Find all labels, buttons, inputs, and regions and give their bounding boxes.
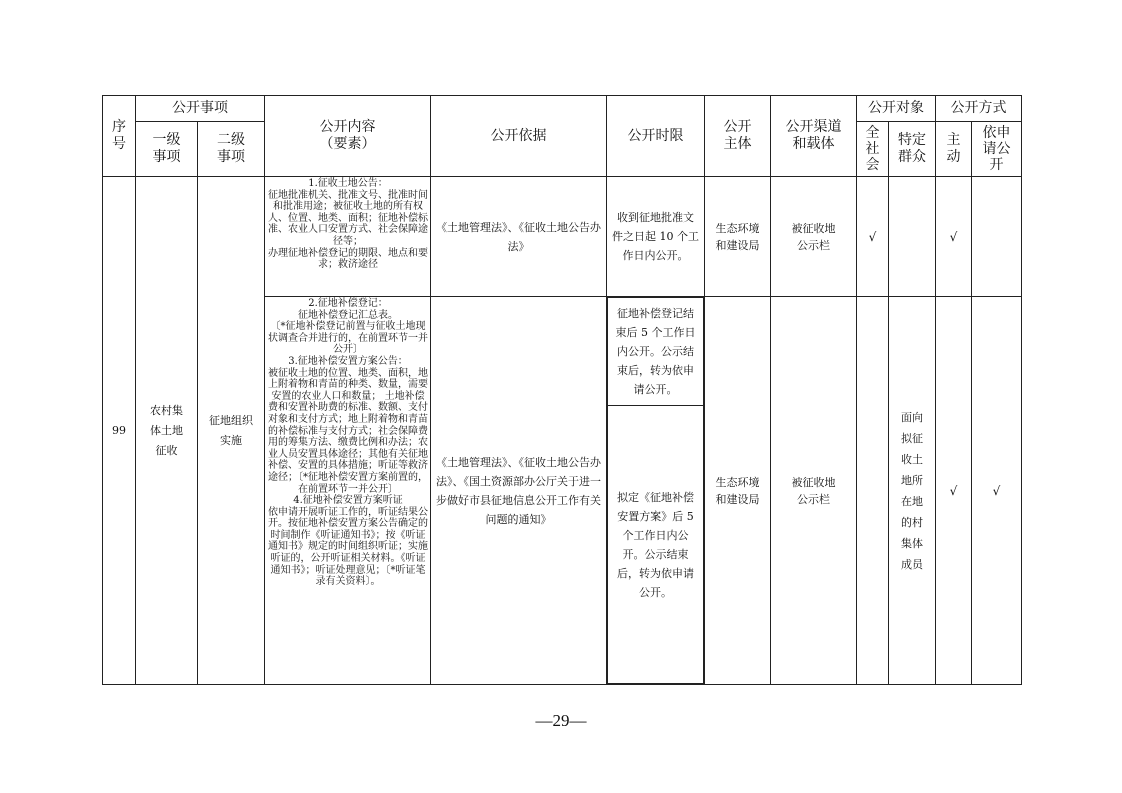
header-public-items: 公开事项 (136, 96, 265, 122)
header-time-limit: 公开时限 (607, 96, 705, 177)
on-request-check-sub2: √ (972, 297, 1022, 685)
header-subject: 公开 主体 (705, 96, 771, 177)
time-sub1: 收到征地批准文件之日起 10 个工作日内公开。 (607, 177, 705, 297)
row-level1: 农村集 体土地 征收 (136, 177, 198, 685)
disclosure-table (102, 95, 1022, 685)
channel-sub1: 被征收地 公示栏 (771, 177, 857, 297)
basis-sub2: 《土地管理法》、《征收土地公告办法》、《国土资源部办公厅关于进一步做好市县征地信息公开工作有关问题的通知》 (431, 297, 607, 685)
content-sub2: 2.征地补偿登记： 征地补偿登记汇总表。 〔*征地补偿登记前置与征收土地现状调查合并进行的，在前置环节一并公开〕 3.征地补偿安置方案公告： 被征收土地的位置、地类、面积，地上附着物和青苗的种类、数量，需要安置的农业人口和数量； 土地补偿费和安置补助费的标准、数额、支付对象和支付方式；地上附着物和青苗的补偿标准与支付方式；社会保障费用的筹集方法、缴费比例和办法；农业人员安置具体途径；其他有关征地补偿、安置的具体措施；听证等救济途径；〔*征地补偿安置方案前置的，在前置环节一并公开〕 4.征地补偿安置方案听证 依申请开展听证工作的，听证结果公开。按征地补偿安置方案公告确定的时间制作《听证通知书》；按《听证通知书》规定的时间组织听证；实施听证的，公开听证相关材料。《听证通知书》；听证处理意见；〔*听证笔录有关资料〕。 (265, 297, 431, 685)
active-check-sub1: √ (936, 177, 972, 297)
whole-society-check-sub2 (857, 297, 889, 685)
row-seq: 99 (103, 177, 136, 685)
header-specific-groups: 特定 群众 (889, 122, 936, 177)
header-level2: 二级 事项 (198, 122, 265, 177)
subject-sub1: 生态环境 和建设局 (705, 177, 771, 297)
header-basis: 公开依据 (431, 96, 607, 177)
header-method: 公开方式 (936, 96, 1022, 122)
header-content: 公开内容 （要素） (265, 96, 431, 177)
row-level2: 征地组织 实施 (198, 177, 265, 685)
content-sub1: 1.征收土地公告： 征地批准机关、批准文号、批准时间和批准用途；被征收土地的所有权人、位置、地类、面积；征地补偿标准、农业人口安置方式、社会保障途径等； 办理征地补偿登记的期限、地点和要求；救济途径 (265, 177, 431, 297)
time-sub2-a: 征地补偿登记结束后 5 个工作日内公开。公示结束后，转为依申请公开。 (608, 298, 704, 406)
whole-society-check-sub1: √ (857, 177, 889, 297)
page-number: —29— (535, 711, 587, 730)
header-level1: 一级 事项 (136, 122, 198, 177)
subject-sub2: 生态环境 和建设局 (705, 297, 771, 685)
header-on-request: 依申 请公 开 (972, 122, 1022, 177)
specific-groups-sub2: 面向 拟征 收土 地所 在地 的村 集体 成员 (889, 297, 936, 685)
header-channel: 公开渠道 和载体 (771, 96, 857, 177)
time-sub2-b: 拟定《征地补偿安置方案》后 5 个工作日内公开。公示结束后，转为依申请公开。 (608, 406, 704, 684)
header-whole-society: 全 社 会 (857, 122, 889, 177)
header-seq: 序 号 (103, 96, 136, 177)
specific-groups-sub1 (889, 177, 936, 297)
channel-sub2: 被征收地 公示栏 (771, 297, 857, 685)
basis-sub1: 《土地管理法》、《征收土地公告办法》 (431, 177, 607, 297)
header-row-1 (103, 96, 1022, 122)
on-request-check-sub1 (972, 177, 1022, 297)
active-check-sub2: √ (936, 297, 972, 685)
time-sub2-container (607, 297, 705, 685)
header-target: 公开对象 (857, 96, 936, 122)
time-sub2-split (607, 297, 704, 684)
table-row (103, 177, 1022, 297)
header-active: 主 动 (936, 122, 972, 177)
